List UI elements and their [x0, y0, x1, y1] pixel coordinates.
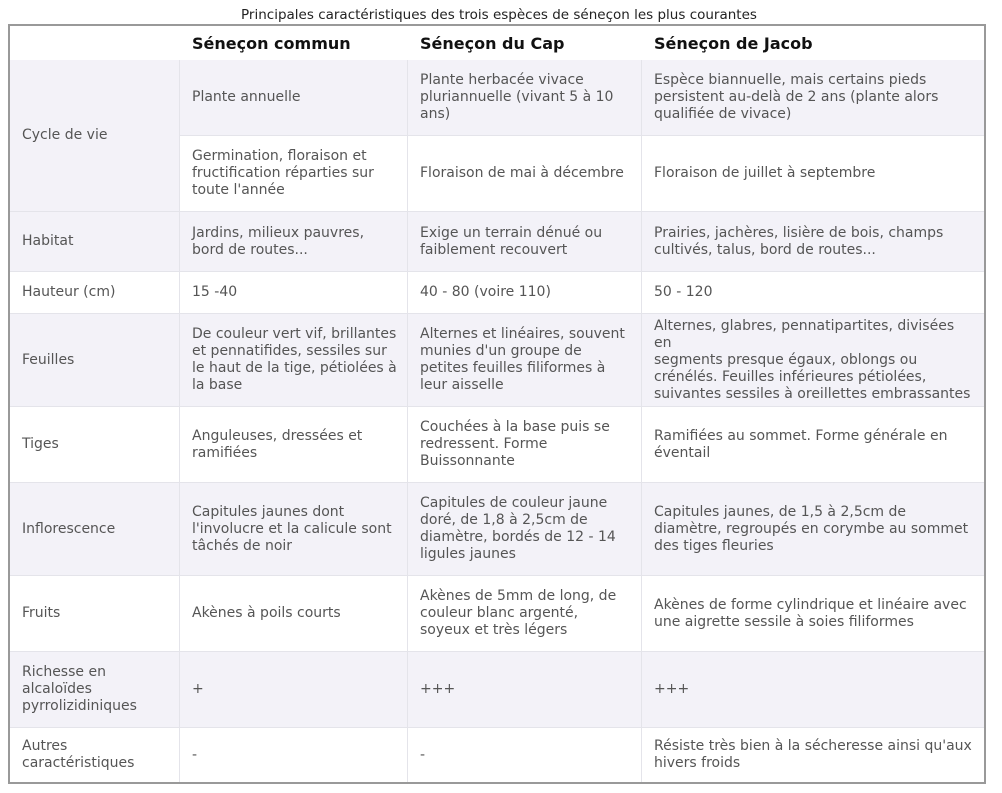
table-row-cycle-1	[179, 60, 984, 136]
cell-jacob: Ramifiées au sommet. Forme générale en éventail	[641, 407, 984, 482]
row-label: Habitat	[22, 233, 74, 249]
cell-cap: Plante herbacée vivace pluriannuelle (vivant 5 à 10 ans)	[407, 60, 641, 135]
cell-cap: +++	[407, 652, 641, 727]
table-row-habitat	[10, 212, 984, 272]
cell-commun: Plante annuelle	[179, 60, 407, 135]
table-row-richesse	[10, 652, 984, 728]
row-label: Fruits	[22, 605, 61, 621]
cell-commun: Germination, floraison et fructification réparties sur toute l'année	[179, 136, 407, 211]
cell-jacob: 50 - 120	[641, 272, 984, 313]
table-row-inflorescence	[10, 483, 984, 576]
cell-jacob: Résiste très bien à la sécheresse ainsi qu'aux hivers froids	[641, 728, 984, 782]
row-label: Autres caractéristiques	[22, 738, 135, 771]
cell-cap: Couchées à la base puis se redressent. Forme Buissonnante	[407, 407, 641, 482]
table-row-fruits	[10, 576, 984, 652]
cell-commun: Capitules jaunes dont l'involucre et la calicule sont tâchés de noir	[179, 483, 407, 575]
cell-commun: Anguleuses, dressées et ramifiées	[179, 407, 407, 482]
header-empty	[10, 26, 179, 60]
cell-jacob: Prairies, jachères, lisière de bois, champs cultivés, talus, bord de routes...	[641, 212, 984, 271]
cell-jacob: Akènes de forme cylindrique et linéaire avec une aigrette sessile à soies filiformes	[641, 576, 984, 651]
cell-jacob: Capitules jaunes, de 1,5 à 2,5cm de diamètre, regroupés en corymbe au sommet des tiges fleuries	[641, 483, 984, 575]
header-row	[10, 26, 984, 60]
characteristics-table	[8, 24, 986, 784]
cell-commun: -	[179, 728, 407, 782]
cell-jacob: +++	[641, 652, 984, 727]
cell-commun: Akènes à poils courts	[179, 576, 407, 651]
cell-cap: Alternes et linéaires, souvent munies d'un groupe de petites feuilles filiformes à leur aisselle	[407, 314, 641, 406]
row-label: Tiges	[22, 436, 59, 452]
table-row-tiges	[10, 407, 984, 483]
table-caption: Principales caractéristiques des trois espèces de séneçon les plus courantes	[241, 7, 757, 23]
cell-cap: Floraison de mai à décembre	[407, 136, 641, 211]
row-label: Hauteur (cm)	[22, 284, 116, 300]
cell-cap: 40 - 80 (voire 110)	[407, 272, 641, 313]
cell-commun: Jardins, milieux pauvres, bord de routes...	[179, 212, 407, 271]
header-senecon-de-jacob: Séneçon de Jacob	[654, 34, 813, 53]
header-senecon-du-cap: Séneçon du Cap	[420, 34, 565, 53]
cell-commun: De couleur vert vif, brillantes et pennatifides, sessiles sur le haut de la tige, pétiolées à la base	[179, 314, 407, 406]
row-label: Richesse en alcaloïdes pyrrolizidiniques	[22, 664, 137, 714]
table-row-autres	[10, 728, 984, 782]
cell-cap: -	[407, 728, 641, 782]
cell-jacob: Espèce biannuelle, mais certains pieds persistent au-delà de 2 ans (plante alors qualifiée de vivace)	[641, 60, 984, 135]
row-label: Inflorescence	[22, 520, 116, 537]
cell-cap: Akènes de 5mm de long, de couleur blanc argenté, soyeux et très légers	[407, 576, 641, 651]
cell-cap: Capitules de couleur jaune doré, de 1,8 à 2,5cm de diamètre, bordés de 12 - 14 ligules jaunes	[407, 483, 641, 575]
cell-commun: 15 -40	[179, 272, 407, 313]
cell-cap: Exige un terrain dénué ou faiblement recouvert	[407, 212, 641, 271]
table-row-cycle-2	[179, 136, 984, 212]
row-label-cycle-de-vie: Cycle de vie	[10, 60, 179, 212]
cell-commun: +	[179, 652, 407, 727]
table-row-feuilles	[10, 314, 984, 407]
row-label: Feuilles	[22, 351, 75, 368]
header-senecon-commun: Séneçon commun	[192, 34, 351, 53]
cell-jacob: Alternes, glabres, pennatipartites, divisées en segments presque égaux, oblongs ou crénélés. Feuilles inférieures pétiolées, suivantes sessiles à oreillettes embrassantes	[641, 314, 984, 406]
table-row-hauteur	[10, 272, 984, 314]
cell-jacob: Floraison de juillet à septembre	[641, 136, 984, 211]
